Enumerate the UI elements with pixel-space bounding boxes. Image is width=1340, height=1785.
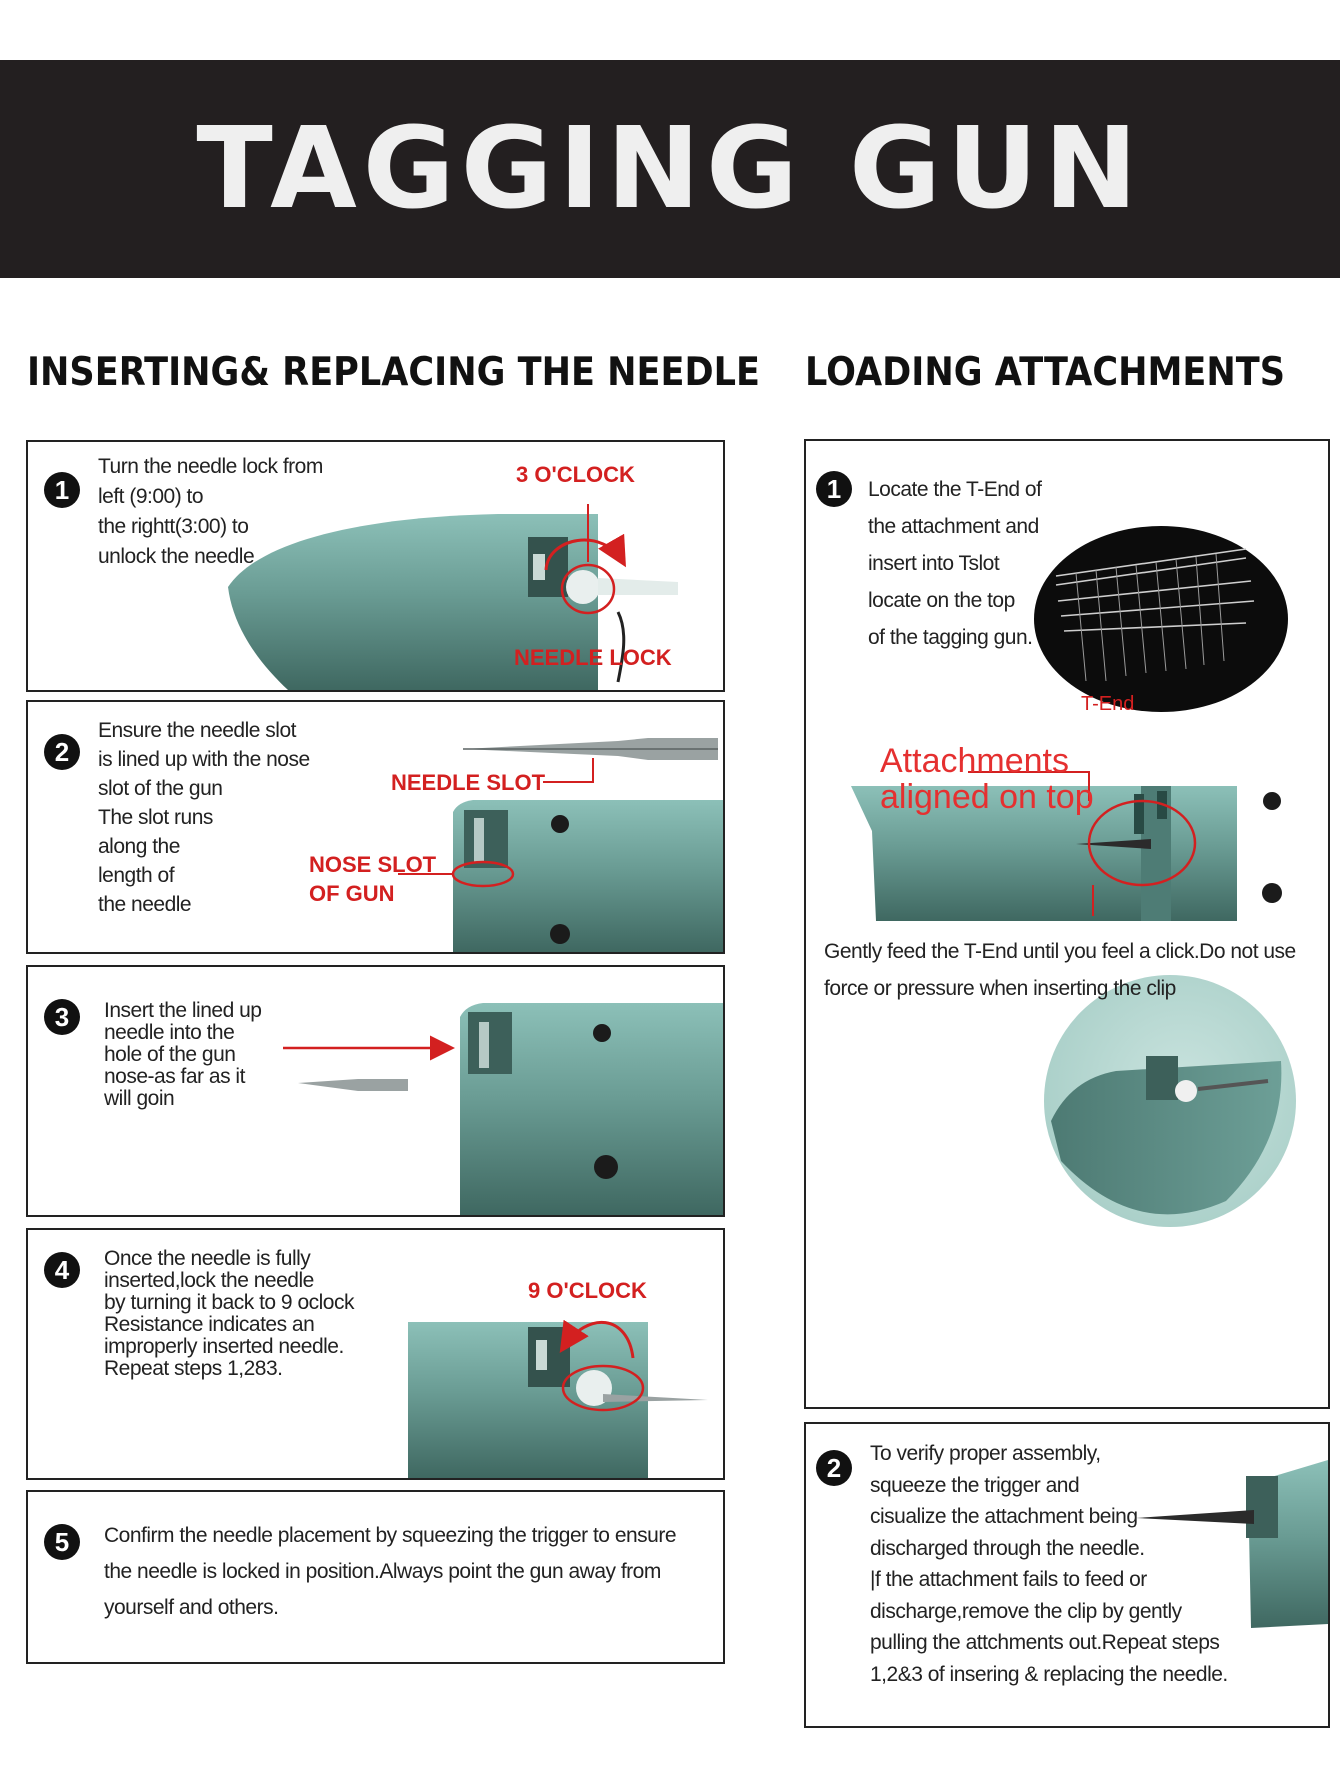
section-title-attachments: LOADING ATTACHMENTS bbox=[805, 350, 1285, 395]
relock-needle-illustration bbox=[28, 1230, 723, 1478]
t-end-label: T-End bbox=[1081, 693, 1135, 715]
step-number: 1 bbox=[44, 472, 80, 508]
nose-slot-label: NOSE SLOT OF GUN bbox=[309, 852, 437, 906]
discharge-illustration bbox=[806, 1424, 1328, 1726]
step-text: Locate the T-End of the attachment and insert into Tslot locate on the top of the tagging gun. bbox=[868, 478, 1042, 649]
step-text: Turn the needle lock from left (9:00) to the rightt(3:00) to unlock the needle bbox=[98, 455, 323, 568]
step-text: Ensure the needle slot is lined up with the nose slot of the gun The slot runs along the length of the needle bbox=[98, 719, 310, 916]
attachments-illustration bbox=[806, 441, 1328, 1407]
attachments-aligned-label: Attachments aligned on top bbox=[880, 742, 1094, 816]
step-text: To verify proper assembly, squeeze the trigger and cisualize the attachment being discharged through the needle. |f the attachment fails to feed or discharge,remove the clip by gently pulling the attchments out.Repeat steps 1,2&3 of insering & replacing the needle. bbox=[870, 1442, 1228, 1686]
page-title: TAGGING GUN bbox=[196, 104, 1144, 234]
step-text: Confirm the needle placement by squeezing the trigger to ensure the needle is locked in position.Always point the gun away from yourself and others. bbox=[104, 1524, 677, 1619]
step-number: 1 bbox=[816, 471, 852, 507]
attachment-step-1-panel bbox=[804, 439, 1330, 1409]
section-title-needle: INSERTING& REPLACING THE NEEDLE bbox=[27, 350, 760, 395]
step-number: 5 bbox=[44, 1524, 80, 1560]
attachment-step-2-panel bbox=[804, 1422, 1330, 1728]
step-number: 2 bbox=[44, 734, 80, 770]
insert-needle-illustration bbox=[28, 967, 723, 1215]
step-number: 3 bbox=[44, 999, 80, 1035]
step-number: 2 bbox=[816, 1450, 852, 1486]
feed-instruction-text: Gently feed the T-End until you feel a click.Do not use force or pressure when inserting the clip bbox=[824, 940, 1296, 1000]
needle-step-5-panel bbox=[26, 1490, 725, 1664]
needle-step-1-panel bbox=[26, 440, 725, 692]
needle-lock-label: NEEDLE LOCK bbox=[514, 645, 672, 670]
step-text: Insert the lined up needle into the hole of the gun nose-as far as it will goin bbox=[104, 999, 262, 1110]
step-text: Once the needle is fully inserted,lock the needle by turning it back to 9 oclock Resistance indicates an improperly inserted needle. Repeat steps 1,283. bbox=[104, 1247, 354, 1380]
needle-step-2-panel bbox=[26, 700, 725, 954]
needle-slot-illustration bbox=[28, 702, 723, 952]
needle-step-3-panel bbox=[26, 965, 725, 1217]
three-oclock-label: 3 O'CLOCK bbox=[516, 462, 635, 487]
needle-step-4-panel bbox=[26, 1228, 725, 1480]
title-banner bbox=[0, 60, 1340, 278]
nine-oclock-label: 9 O'CLOCK bbox=[528, 1278, 647, 1303]
step-number: 4 bbox=[44, 1252, 80, 1288]
needle-slot-label: NEEDLE SLOT bbox=[391, 770, 546, 795]
